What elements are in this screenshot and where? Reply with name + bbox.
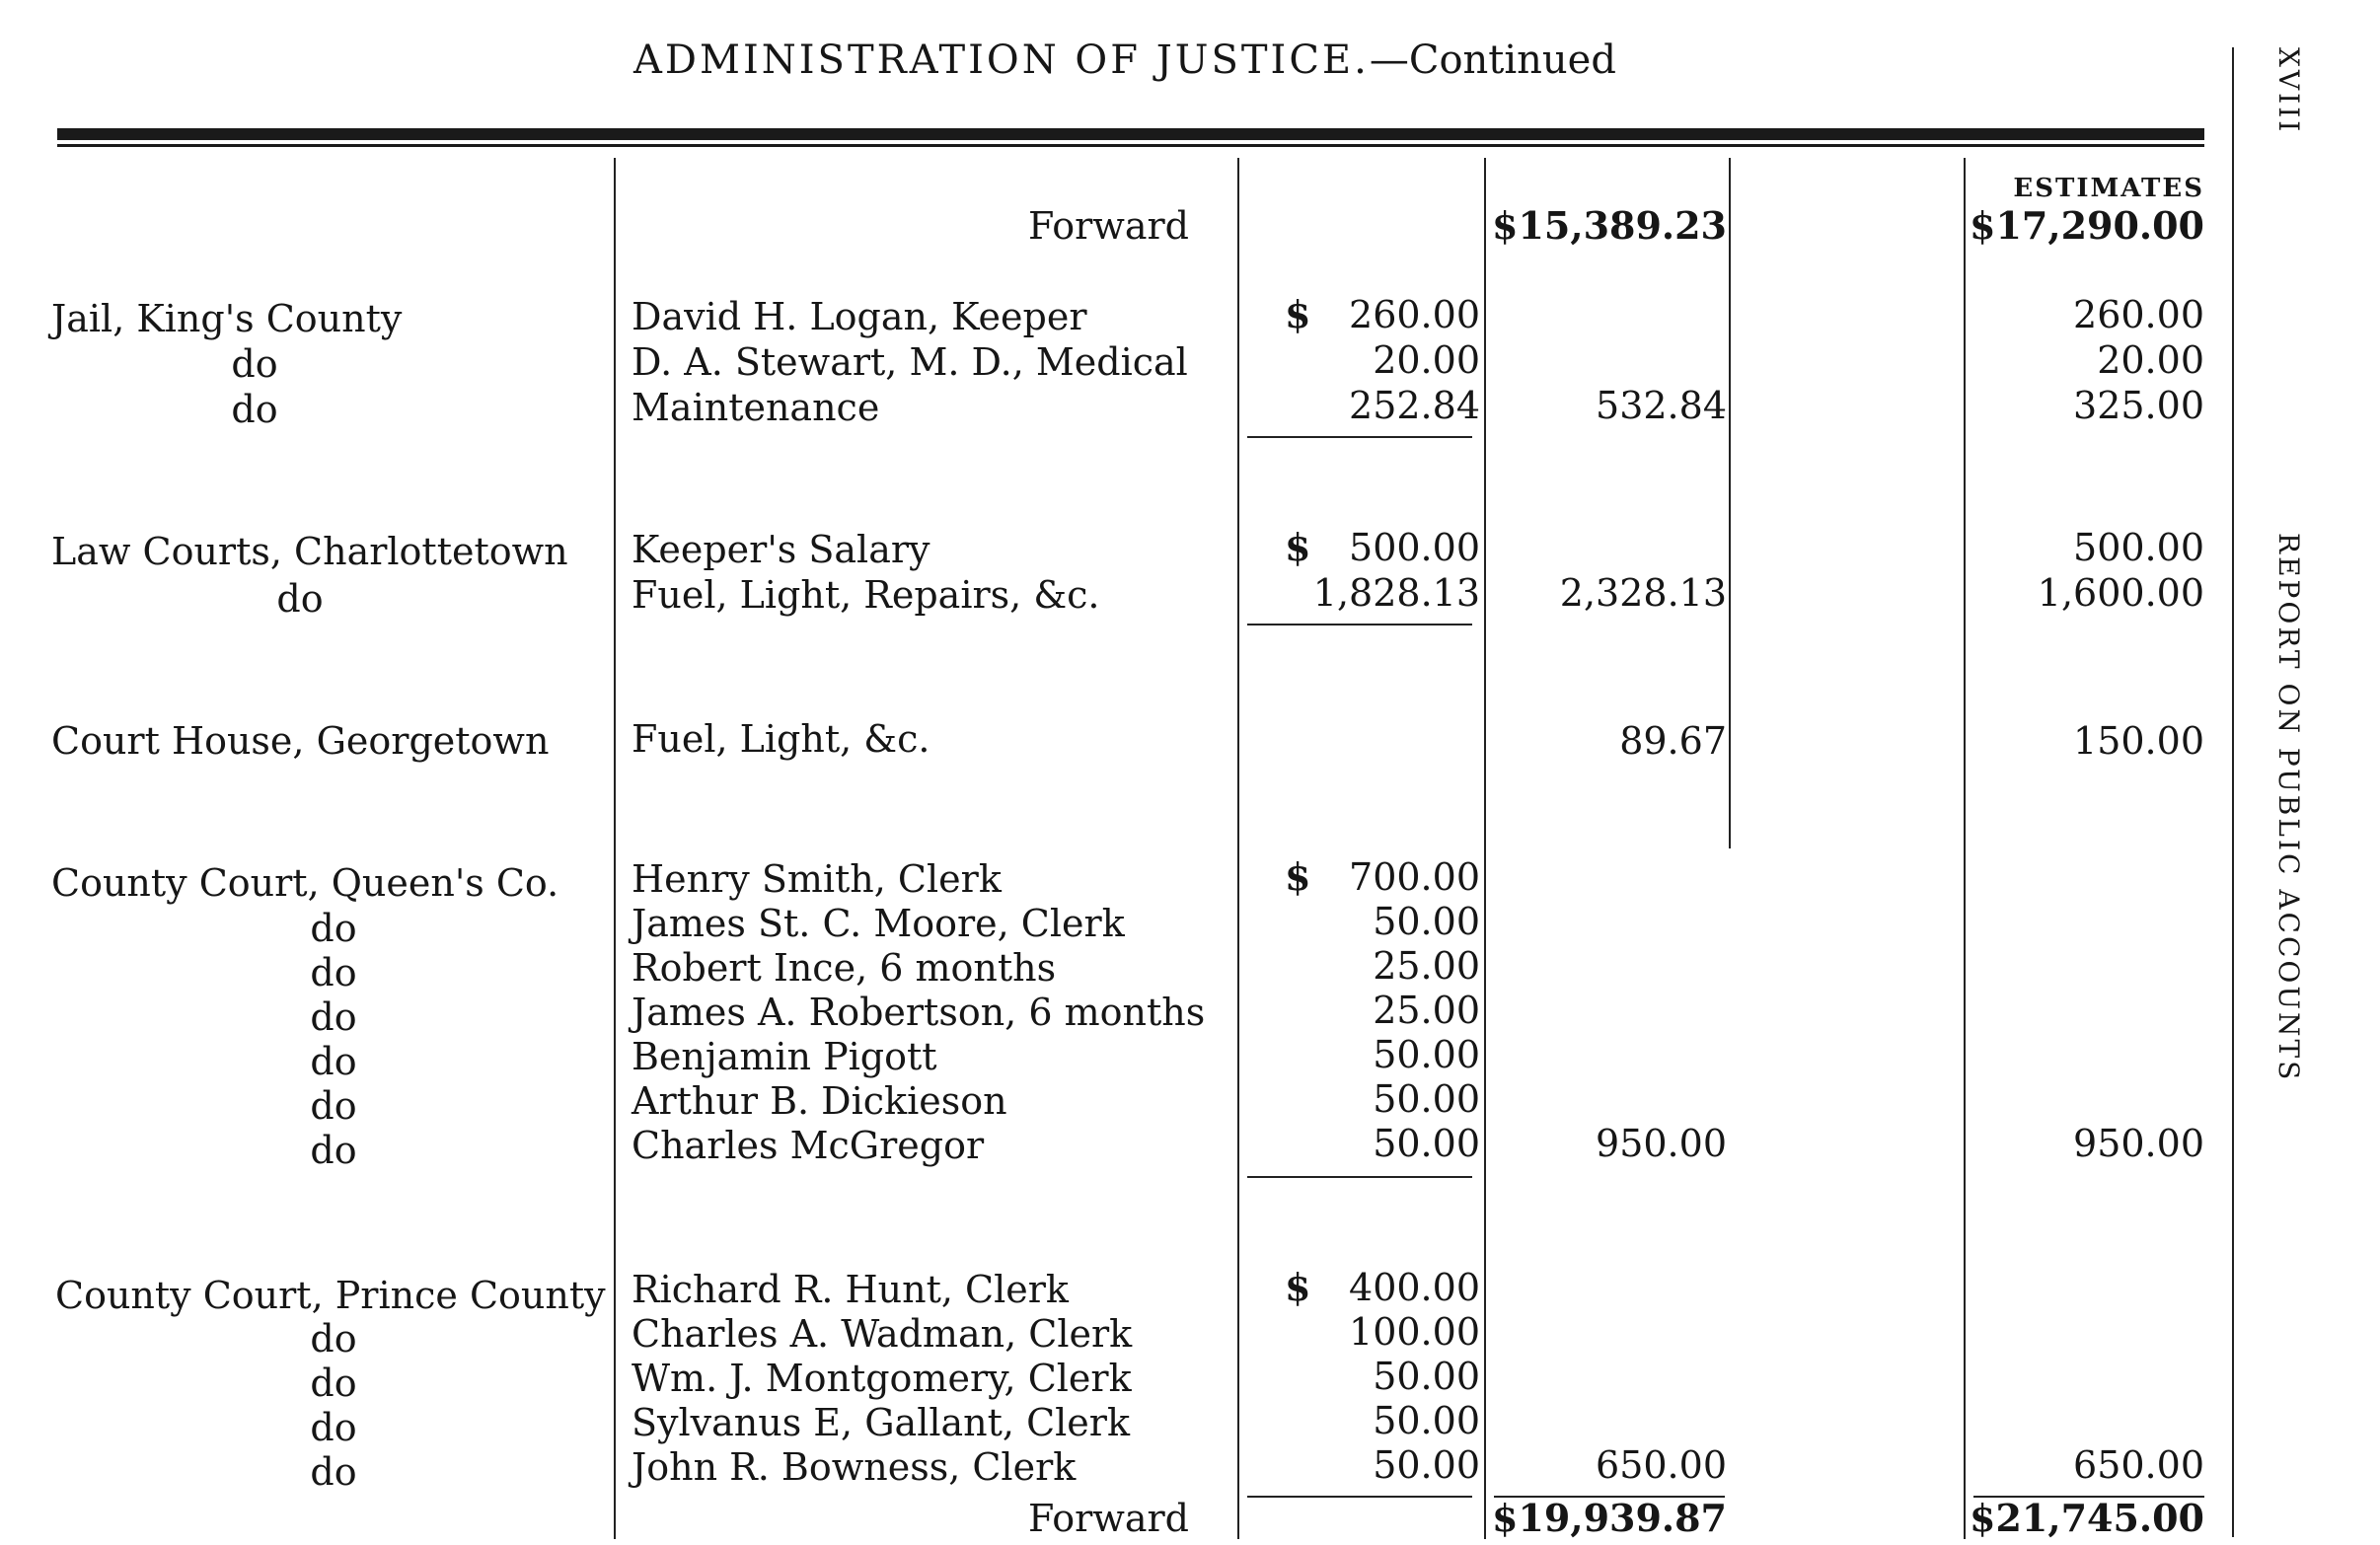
line-estimate: 260.00 bbox=[2073, 293, 2204, 336]
ditto-mark: do bbox=[310, 1450, 357, 1494]
line-item: Robert Ince, 6 months bbox=[632, 946, 1057, 990]
forward-bottom-estimate: $21,745.00 bbox=[1970, 1496, 2204, 1540]
group-subtotal: 532.84 bbox=[1596, 384, 1727, 427]
group-name-jail: Jail, King's County bbox=[51, 297, 403, 340]
group-name-court-house: Court House, Georgetown bbox=[51, 719, 550, 763]
forward-top-label: Forward bbox=[1028, 204, 1190, 248]
line-amount: 500.00 bbox=[1349, 526, 1480, 569]
line-amount: 1,828.13 bbox=[1312, 571, 1480, 615]
column-divider-subtotal bbox=[1484, 158, 1486, 1539]
line-item: Charles McGregor bbox=[632, 1124, 985, 1167]
group-subtotal: 2,328.13 bbox=[1559, 571, 1727, 615]
group-subtotal: 650.00 bbox=[1596, 1443, 1727, 1487]
ditto-mark: do bbox=[276, 577, 324, 621]
page-title bbox=[0, 37, 2250, 83]
subtotal-rule bbox=[1247, 1496, 1472, 1498]
dollar-sign: $ bbox=[1285, 854, 1311, 899]
line-item: James A. Robertson, 6 months bbox=[632, 991, 1206, 1034]
line-amount: 50.00 bbox=[1373, 1122, 1480, 1165]
ditto-mark: do bbox=[310, 1361, 357, 1405]
title-text: ADMINISTRATION OF JUSTICE. bbox=[633, 37, 1370, 83]
ditto-mark: do bbox=[310, 1040, 357, 1083]
line-amount: 100.00 bbox=[1349, 1310, 1480, 1354]
line-item: Keeper's Salary bbox=[632, 528, 930, 571]
line-item: Henry Smith, Clerk bbox=[632, 857, 1002, 901]
line-item: Fuel, Light, &c. bbox=[632, 717, 930, 761]
line-amount: 700.00 bbox=[1349, 855, 1480, 899]
column-divider-item bbox=[614, 158, 616, 1539]
line-amount: 50.00 bbox=[1373, 1033, 1480, 1076]
line-estimate: 20.00 bbox=[2097, 338, 2204, 382]
dollar-sign: $ bbox=[1285, 292, 1311, 336]
line-item: Arthur B. Dickieson bbox=[632, 1079, 1007, 1123]
line-estimate: 500.00 bbox=[2073, 526, 2204, 569]
subtotal-rule bbox=[1247, 436, 1472, 438]
group-name-prince-court: County Court, Prince County bbox=[55, 1274, 606, 1317]
line-item: Maintenance bbox=[632, 386, 880, 429]
ditto-mark: do bbox=[310, 1084, 357, 1128]
line-estimate: 150.00 bbox=[2073, 719, 2204, 763]
forward-top-total: $15,389.23 bbox=[1492, 203, 1727, 248]
line-item: James St. C. Moore, Clerk bbox=[632, 902, 1125, 945]
line-amount: 400.00 bbox=[1349, 1266, 1480, 1309]
header-rule-heavy bbox=[57, 128, 2204, 140]
dollar-sign: $ bbox=[1285, 1265, 1311, 1309]
ditto-mark: do bbox=[231, 342, 278, 386]
ditto-mark: do bbox=[310, 951, 357, 994]
line-estimate: 650.00 bbox=[2073, 1443, 2204, 1487]
side-title: REPORT ON PUBLIC ACCOUNTS bbox=[2272, 533, 2305, 1083]
line-item: Fuel, Light, Repairs, &c. bbox=[632, 573, 1100, 617]
line-amount: 50.00 bbox=[1373, 1077, 1480, 1121]
column-divider-estimates bbox=[1964, 158, 1966, 1539]
estimates-header: ESTIMATES bbox=[2013, 174, 2204, 203]
line-amount: 50.00 bbox=[1373, 1399, 1480, 1442]
dollar-sign: $ bbox=[1285, 525, 1311, 569]
group-subtotal: 950.00 bbox=[1596, 1122, 1727, 1165]
ditto-mark: do bbox=[310, 907, 357, 950]
margin-rule bbox=[2232, 47, 2234, 1537]
column-divider-gap bbox=[1729, 158, 1731, 848]
line-amount: 50.00 bbox=[1373, 900, 1480, 943]
title-continued: —Continued bbox=[1369, 37, 1616, 83]
line-item: John R. Bowness, Clerk bbox=[632, 1445, 1077, 1489]
line-amount: 25.00 bbox=[1373, 944, 1480, 988]
line-item: David H. Logan, Keeper bbox=[632, 295, 1087, 338]
line-item: Wm. J. Montgomery, Clerk bbox=[632, 1357, 1132, 1400]
line-amount: 50.00 bbox=[1373, 1443, 1480, 1487]
group-subtotal: 89.67 bbox=[1619, 719, 1727, 763]
line-item: Richard R. Hunt, Clerk bbox=[632, 1268, 1069, 1311]
forward-top-estimate: $17,290.00 bbox=[1970, 203, 2204, 248]
forward-bottom-total: $19,939.87 bbox=[1492, 1496, 1727, 1540]
line-amount: 20.00 bbox=[1373, 338, 1480, 382]
forward-bottom-label: Forward bbox=[1028, 1497, 1190, 1540]
ditto-mark: do bbox=[231, 388, 278, 431]
page-number: XVIII bbox=[2272, 47, 2305, 135]
line-item: Charles A. Wadman, Clerk bbox=[632, 1312, 1133, 1356]
line-item: D. A. Stewart, M. D., Medical bbox=[632, 340, 1188, 384]
ditto-mark: do bbox=[310, 1129, 357, 1172]
line-estimate: 325.00 bbox=[2073, 384, 2204, 427]
line-estimate: 950.00 bbox=[2073, 1122, 2204, 1165]
column-divider-amount bbox=[1237, 158, 1239, 1539]
group-name-queens-court: County Court, Queen's Co. bbox=[51, 861, 559, 905]
subtotal-rule bbox=[1247, 1176, 1472, 1178]
line-amount: 260.00 bbox=[1349, 293, 1480, 336]
ditto-mark: do bbox=[310, 1317, 357, 1361]
line-amount: 50.00 bbox=[1373, 1355, 1480, 1398]
ditto-mark: do bbox=[310, 1406, 357, 1449]
ditto-mark: do bbox=[310, 995, 357, 1039]
group-name-law-courts: Law Courts, Charlottetown bbox=[51, 530, 568, 573]
line-item: Sylvanus E, Gallant, Clerk bbox=[632, 1401, 1130, 1444]
header-rule-thin bbox=[57, 144, 2204, 147]
line-amount: 25.00 bbox=[1373, 989, 1480, 1032]
line-item: Benjamin Pigott bbox=[632, 1035, 937, 1078]
line-amount: 252.84 bbox=[1349, 384, 1480, 427]
line-estimate: 1,600.00 bbox=[2037, 571, 2204, 615]
subtotal-rule bbox=[1247, 624, 1472, 625]
